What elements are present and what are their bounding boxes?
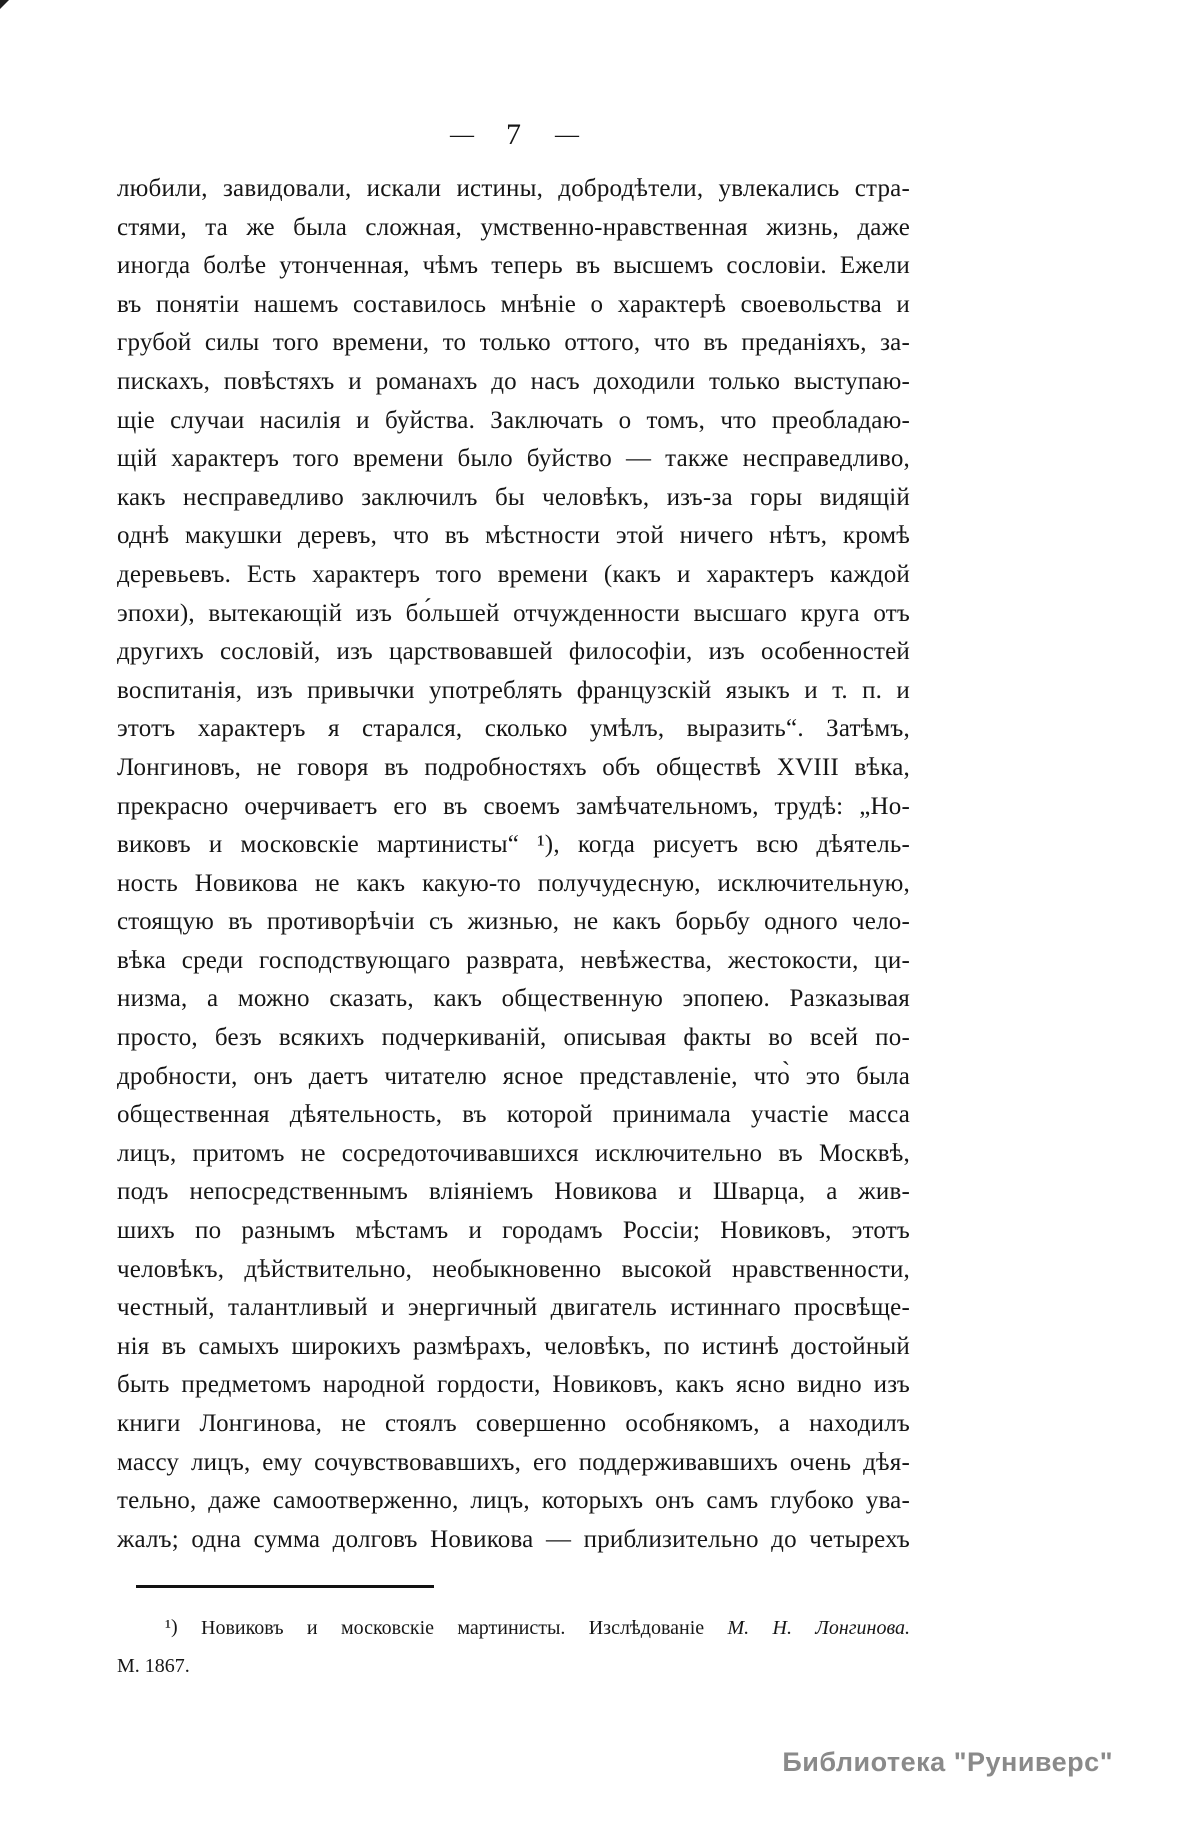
- text-line: какъ несправедливо заключилъ бы человѣкъ, изъ-за горы видящій: [117, 483, 910, 511]
- text-line: воспитанія, изъ привычки употреблять французскій языкъ и т. п. и: [117, 676, 910, 704]
- text-line: низма, а можно сказать, какъ общественную эпопею. Разказывая: [117, 985, 910, 1013]
- text-line: подъ непосредственнымъ вліяніемъ Новикова и Шварца, а жив-: [117, 1178, 910, 1206]
- text-line: стями, та же была сложная, умственно-нравственная жизнь, даже: [117, 213, 910, 241]
- footnote-line: [117, 1608, 910, 1647]
- text-line: въ понятіи нашемъ составилось мнѣніе о характерѣ своевольства и: [117, 290, 910, 318]
- header-dash-right: —: [555, 121, 577, 148]
- text-line: вѣка среди господствующаго разврата, невѣжества, жестокости, ци-: [117, 946, 910, 974]
- scan-corner-artifact: [0, 0, 9, 9]
- header-dash-left: —: [450, 121, 472, 148]
- text-line: пискахъ, повѣстяхъ и романахъ до насъ доходили только выступаю-: [117, 367, 910, 395]
- text-line: другихъ сословій, изъ царствовавшей философіи, изъ особенностей: [117, 638, 910, 666]
- footnote-text: Новиковъ и московскіе мартинисты. Изслѣдованіе: [201, 1617, 705, 1639]
- text-line: прекрасно очерчиваетъ его въ своемъ замѣчательномъ, трудѣ: „Но-: [117, 792, 910, 820]
- text-line: виковъ и московскіе мартинисты“ ¹), когда рисуетъ всю дѣятель-: [117, 831, 910, 859]
- footnote-imprint: М. 1867.: [117, 1655, 190, 1677]
- text-line: однѣ макушки деревъ, что въ мѣстности этой ничего нѣтъ, кромѣ: [117, 522, 910, 550]
- footnote-separator-rule: [136, 1585, 434, 1588]
- text-line: дробности, онъ даетъ читателю ясное представленіе, что̀ это была: [117, 1062, 910, 1090]
- text-line: книги Лонгинова, не стоялъ совершенно особнякомъ, а находилъ: [117, 1410, 910, 1437]
- text-line: нія въ самыхъ широкихъ размѣрахъ, человѣкъ, по истинѣ достойный: [117, 1332, 910, 1360]
- page-number-header: [117, 118, 910, 152]
- text-line: массу лицъ, ему сочувствовавшихъ, его поддерживавшихъ очень дѣя-: [117, 1448, 910, 1476]
- footnote-author: М. Н. Лонгинова.: [727, 1617, 911, 1639]
- text-line: иногда болѣе утонченная, чѣмъ теперь въ высшемъ сословіи. Ежели: [117, 252, 910, 280]
- text-line: щіе случаи насилія и буйства. Заключать о томъ, что преобладаю-: [117, 406, 910, 434]
- body-text: [117, 170, 910, 1559]
- page-number: 7: [506, 118, 521, 151]
- text-line: просто, безъ всякихъ подчеркиваній, описывая факты во всей по-: [117, 1024, 910, 1052]
- text-line: грубой силы того времени, то только оттого, что въ преданіяхъ, за-: [117, 329, 910, 357]
- text-line: человѣкъ, дѣйствительно, необыкновенно высокой нравственности,: [117, 1255, 910, 1283]
- text-line: лицъ, притомъ не сосредоточивавшихся исключительно въ Москвѣ,: [117, 1139, 910, 1167]
- text-line: общественная дѣятельность, въ которой принимала участіе масса: [117, 1101, 910, 1129]
- text-line: стоящую въ противорѣчіи съ жизнью, не какъ борьбу одного чело-: [117, 908, 910, 936]
- library-watermark: Библиотека "Руниверс": [782, 1747, 1113, 1777]
- text-line: тельно, даже самоотверженно, лицъ, которыхъ онъ самъ глубоко ува-: [117, 1487, 910, 1515]
- text-line: Лонгиновъ, не говоря въ подробностяхъ объ обществѣ XVIII вѣка,: [117, 753, 910, 781]
- text-line: ность Новикова не какъ какую-то получудесную, исключительную,: [117, 869, 910, 897]
- text-line: шихъ по разнымъ мѣстамъ и городамъ Россіи; Новиковъ, этотъ: [117, 1217, 910, 1245]
- footnote-marker: ¹): [165, 1616, 178, 1638]
- text-line: любили, завидовали, искали истины, добродѣтели, увлекались стра-: [117, 175, 910, 202]
- text-line: жалъ; одна сумма долговъ Новикова — приблизительно до четырехъ: [117, 1525, 910, 1553]
- text-line: деревьевъ. Есть характеръ того времени (какъ и характеръ каждой: [117, 560, 910, 588]
- text-line: быть предметомъ народной гордости, Новиковъ, какъ ясно видно изъ: [117, 1371, 910, 1399]
- text-line: этотъ характеръ я старался, сколько умѣлъ, выразить“. Затѣмъ,: [117, 715, 910, 743]
- text-line: щій характеръ того времени было буйство — также несправедливо,: [117, 445, 910, 473]
- text-line: честный, талантливый и энергичный двигатель истиннаго просвѣще-: [117, 1294, 910, 1322]
- text-line: эпохи), вытекающій изъ бо́льшей отчужденности высшаго круга отъ: [117, 599, 910, 627]
- footnote: [117, 1608, 910, 1685]
